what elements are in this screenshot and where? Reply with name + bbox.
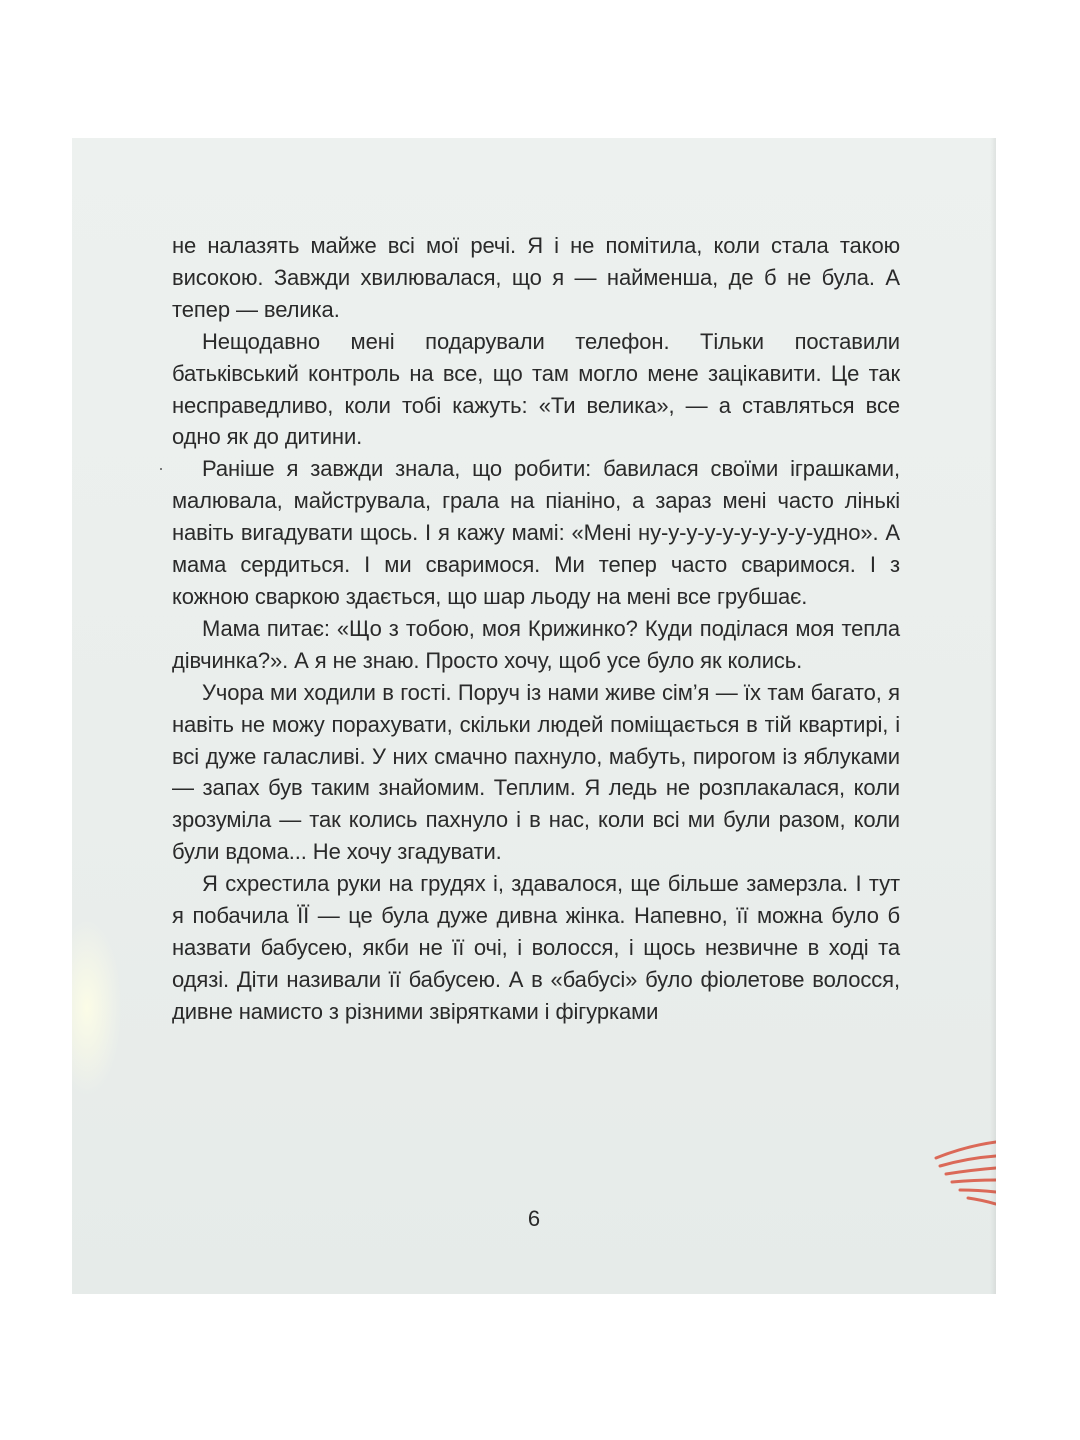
page-number: 6 [527,1206,541,1231]
paragraph-3: Раніше я завжди знала, що робити: бавилася своїми іграшками, малювала, майструвала, грала на піаніно, а зараз мені часто лінькі навіть вигадувати щось. І я кажу мамі: «Мені ну-у-у-у-у-у-у-у-у-удно». А мама сердиться. І ми сваримося. Ми тепер часто сваримося. І з кожною сваркою здається, що шар льоду на мені все грубшає. [172,456,900,609]
paragraph-4: Мама питає: «Що з тобою, моя Крижинко? Куди поділася моя тепла дівчинка?». А я не знаю. Просто хочу, щоб усе було як колись. [172,615,900,673]
red-ink-illustration-fragment [916,1128,996,1208]
paragraph-2: Нещодавно мені подарували телефон. Тільки поставили батьківський контроль на все, що там могло мене зацікавити. Це так несправедливо, коли тобі кажуть: «Ти велика», — а ставляться все одно як до дитини. [172,328,900,450]
page-edge-shadow [990,138,996,1294]
light-glare [72,918,122,1098]
paragraph-6: Я схрестила руки на грудях і, здавалося, ще більше замерзла. І тут я побачила ЇЇ — це була дуже дивна жінка. Напевно, її можна було б назвати бабусею, якби не її очі, і волосся, і щось незвичне в ході та одязі. Діти називали її бабусею. А в «бабусі» було фіолетове волосся, дивне намисто з різними звірятками і фігурками [172,871,900,1024]
paragraph-5: Учора ми ходили в гості. Поруч із нами живе сім’я — їх там багато, я навіть не можу порахувати, скільки людей поміщається в тій квартирі, і всі дуже галасливі. У них смачно пахнуло, мабуть, пирогом із яблуками — запах був таким знайомим. Теплим. Я ледь не розплакалася, коли зрозуміла — так колись пахнуло і в нас, коли всі ми були разом, коли були вдома... Не хочу згадувати. [172,679,900,865]
body-text [172,230,900,1028]
paper-speck [160,468,162,470]
paragraph-1: не налазять майже всі мої речі. Я і не помітила, коли стала такою високою. Завжди хвилювалася, що я — найменша, де б не була. А тепер — велика. [172,233,900,322]
book-page [72,138,996,1294]
